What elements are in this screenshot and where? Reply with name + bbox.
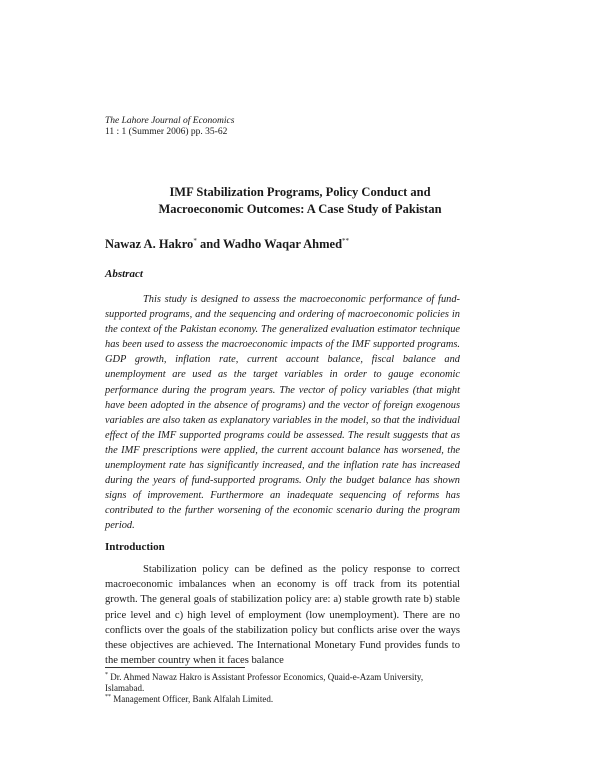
footnote-2 [105,694,460,705]
footnote-divider [105,667,245,668]
title-line-2: Macroeconomic Outcomes: A Case Study of Pakistan [158,202,442,216]
footnote-2-text: Management Officer, Bank Alfalah Limited. [111,694,274,704]
author-1-mark: * [193,236,197,245]
author-2-mark: ** [342,236,350,245]
footnotes [105,672,460,705]
author-connector: and [196,237,223,251]
author-line [105,237,349,252]
introduction-body [105,562,460,668]
paper-title [105,184,495,218]
abstract-text: This study is designed to assess the macroeconomic performance of fund-supported programs, and the sequencing and ordering of macroeconomic policies in the context of the Pakistan economy. The generalized evaluation estimator technique has been used to assess the macroeconomic impacts of the IMF supported programs. GDP growth, inflation rate, current account balance, fiscal balance and unemployment are used as the target variables in order to gauge economic performance during the program years. The vector of policy variables (that might have been adopted in the absence of programs) and the vector of foreign exogenous variables are also taken as explanatory variables in the model, so that the individual effect of the IMF supported programs could be assessed. The result suggests that as the IMF prescriptions were applied, the current account balance has worsened, the unemployment rate has significantly increased, and the inflation rate has increased during the years of fund-supported programs. Only the budget balance has shown signs of improvement. Furthermore an inadequate sequencing of reforms has contributed to the further worsening of the economic scenario during the program period. [105,294,460,532]
abstract-heading: Abstract [105,268,143,280]
introduction-text: Stabilization policy can be defined as the policy response to correct macroeconomic imbalances when an economy is off track from its potential growth. The general goals of stabilization policy are: a) stable growth rate b) stable price level and c) high level of employment (low unemployment). There are no conflicts over the goals of the stabilization policy but conflicts arise over the ways these objectives are achieved. The International Monetary Fund provides funds to the member country when it faces balance [105,564,460,667]
journal-name: The Lahore Journal of Economics [105,116,235,126]
footnote-1 [105,672,460,694]
author-2: Wadho Waqar Ahmed [223,237,343,251]
journal-issue: 11 : 1 (Summer 2006) pp. 35-62 [105,127,228,137]
abstract-body [105,292,460,534]
footnote-1-mark: * [105,672,108,678]
author-1: Nawaz A. Hakro [105,237,194,251]
title-line-1: IMF Stabilization Programs, Policy Conduct and [169,185,431,199]
introduction-heading: Introduction [105,541,165,553]
footnote-1-text: Dr. Ahmed Nawaz Hakro is Assistant Professor Economics, Quaid-e-Azam University, Islamabad. [105,672,424,693]
footnote-2-mark: ** [105,694,111,700]
journal-header [105,116,234,138]
